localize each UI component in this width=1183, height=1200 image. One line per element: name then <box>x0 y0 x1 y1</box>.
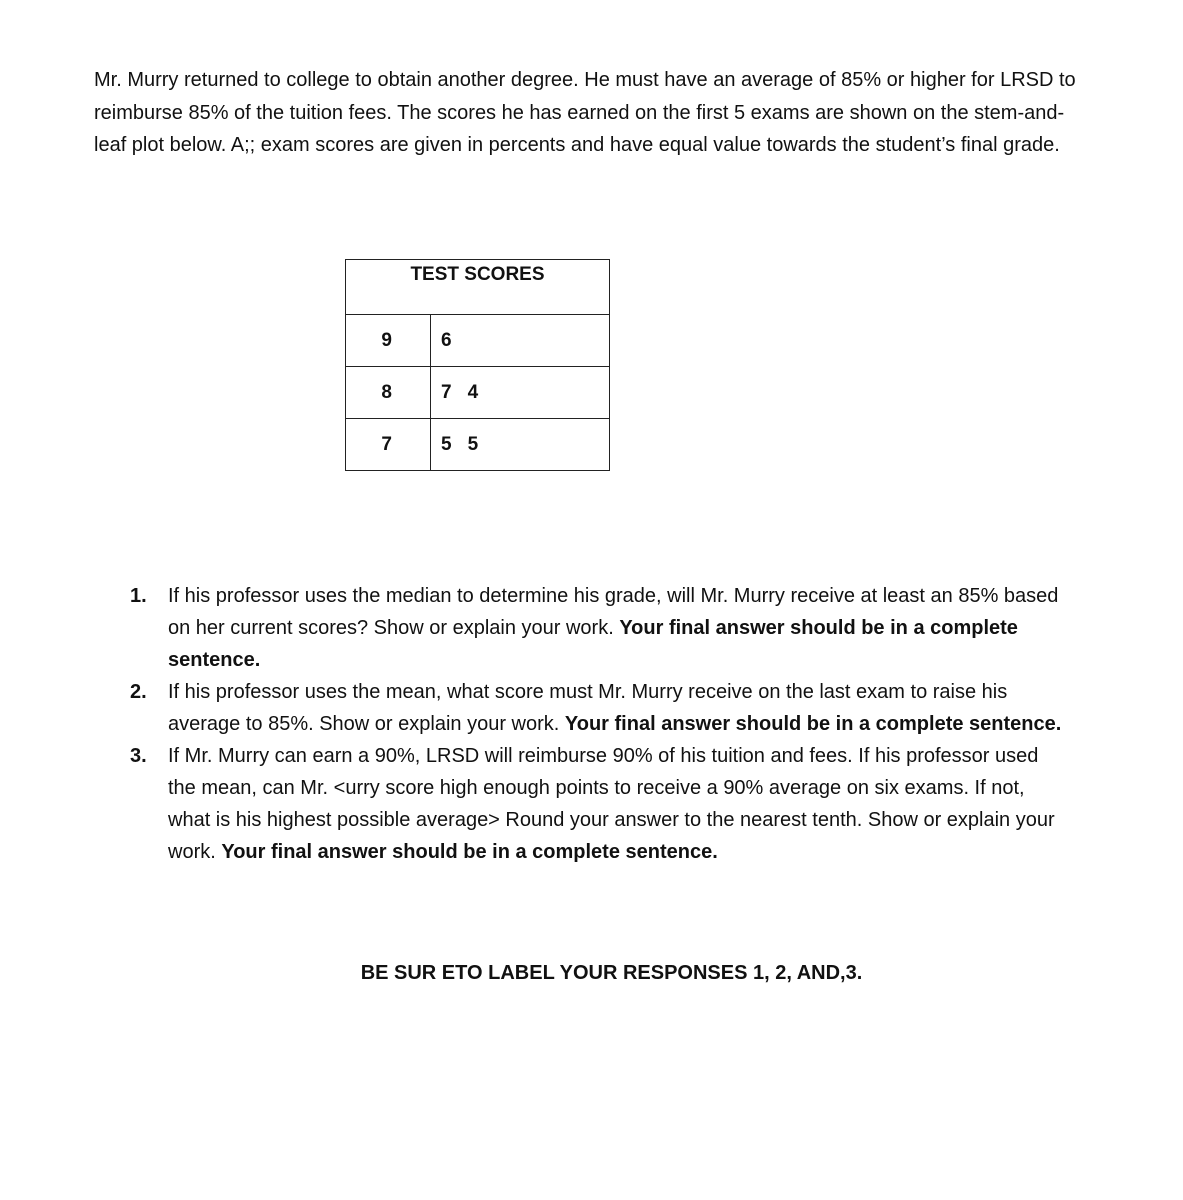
intro-paragraph: Mr. Murry returned to college to obtain another degree. He must have an average of 85% or higher for LRSD to reimburse 85% of the tuition fees. The scores he has earned on the first 5 exams are shown on the stem-and-leaf plot below. A;; exam scores are given in percents and have equal value towards the student’s final grade. <box>94 69 1076 156</box>
question-emphasis: Your final answer should be in a complete sentence. <box>564 713 1062 735</box>
footer-instruction: BE SUR ETO LABEL YOUR RESPONSES 1, 2, AND,3. <box>360 962 863 984</box>
plot-row <box>346 367 610 419</box>
question-emphasis: Your final answer should be in a complete sentence. <box>168 617 1018 671</box>
question-text: If Mr. Murry can earn a 90%, LRSD will reimburse 90% of his tuition and fees. If his professor used the mean, can Mr. <urry score high enough points to receive a 90% average on six exams. If not, what is his highest possible average> Round your answer to the nearest tenth. Show or explain your work. <box>168 745 1055 863</box>
stem-cell: 7 <box>346 419 431 471</box>
question-item <box>130 740 1065 868</box>
question-list <box>130 580 1065 868</box>
question-text: If his professor uses the mean, what score must Mr. Murry receive on the last exam to raise his average to 85%. Show or explain your work. <box>168 681 1008 735</box>
question-item <box>130 580 1065 676</box>
question-text: If his professor uses the median to determine his grade, will Mr. Murry receive at least an 85% based on her current scores? Show or explain your work. <box>168 585 1059 639</box>
leaf-cell <box>431 419 610 471</box>
plot-row <box>346 419 610 471</box>
leaf: 7 <box>441 381 452 403</box>
leaf: 5 <box>467 433 479 455</box>
question-number: 1. <box>130 585 147 607</box>
leaf-cell <box>431 315 610 367</box>
leaf: 4 <box>467 381 479 403</box>
leaf-cell <box>431 367 610 419</box>
question-number: 2. <box>130 681 147 703</box>
stem-cell: 8 <box>346 367 431 419</box>
question-item <box>130 676 1065 740</box>
question-number: 3. <box>130 745 147 767</box>
question-emphasis: Your final answer should be in a complete sentence. <box>221 841 718 863</box>
stem-and-leaf-plot <box>345 259 610 471</box>
plot-title: TEST SCORES <box>346 260 610 315</box>
stem-cell: 9 <box>346 315 431 367</box>
leaf: 6 <box>441 329 452 351</box>
plot-title-row <box>346 260 610 315</box>
plot-row <box>346 315 610 367</box>
leaf: 5 <box>441 433 452 455</box>
